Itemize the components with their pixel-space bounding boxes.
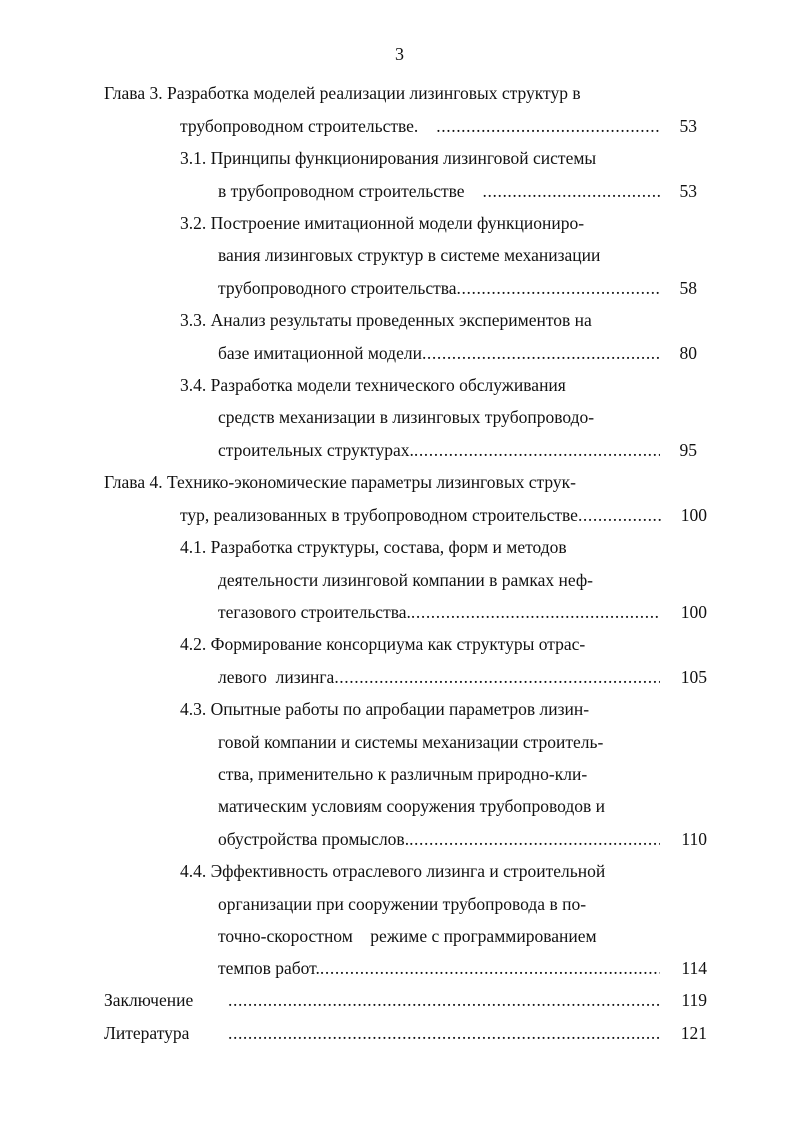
section-3-1-line-2 [218,179,660,203]
chapter-3-page: 53 [679,116,697,136]
literature-page: 121 [680,1023,707,1043]
section-4-4-line-3: точно-скоростном режиме с программированием [218,926,597,946]
dot-leader [228,988,660,1012]
section-4-2-line-2 [218,665,660,689]
section-3-1-line-1: 3.1. Принципы функционирования лизинговой системы [180,148,597,168]
literature-label: Литература [104,1023,190,1043]
dot-leader [228,1021,660,1045]
dot-leader [578,503,662,527]
dot-leader [320,956,660,980]
section-3-4-line-1: 3.4. Разработка модели технического обслуживания [180,375,566,395]
dot-leader [414,438,660,462]
literature-leader [228,1021,660,1045]
section-3-1-text: в трубопроводном строительстве [218,181,465,201]
section-3-2-line-1: 3.2. Построение имитационной модели функциониро- [180,213,585,233]
dot-leader [483,179,660,203]
section-4-1-page: 100 [680,602,707,622]
dot-leader [457,276,660,300]
chapter-4-title-text: тур, реализованных в трубопроводном строительстве [180,505,578,525]
chapter-4-page: 100 [680,505,707,525]
section-4-3-line-5 [218,827,660,851]
section-4-1-line-3 [218,600,660,624]
section-3-4-line-3 [218,438,660,462]
section-3-3-text: базе имитационной модели [218,343,422,363]
section-4-3-line-3: ства, применительно к различным природно-кли- [218,764,588,784]
section-3-4-page: 95 [679,440,697,460]
dot-leader [422,341,660,365]
section-4-3-text: обустройства промыслов. [218,829,410,849]
chapter-3-title-text: трубопроводном строительстве. [180,116,419,136]
conclusion-page: 119 [681,990,707,1010]
section-3-1-page: 53 [679,181,697,201]
dot-leader [411,600,660,624]
section-4-4-text: темпов работ. [218,958,320,978]
section-4-3-page: 110 [681,829,707,849]
section-4-4-page: 114 [681,958,707,978]
section-4-1-line-2: деятельности лизинговой компании в рамках неф- [218,570,594,590]
section-4-1-text: тегазового строительства. [218,602,411,622]
section-3-2-line-3 [218,276,660,300]
section-4-3-line-4: матическим условиям сооружения трубопроводов и [218,796,606,816]
dot-leader [334,665,660,689]
section-4-4-line-2: организации при сооружении трубопровода в по- [218,894,587,914]
section-3-4-line-2: средств механизации в лизинговых трубопроводо- [218,407,595,427]
section-4-2-text: левого лизинга [218,667,335,687]
section-3-3-line-2 [218,341,660,365]
dot-leader [409,827,660,851]
conclusion-leader [228,988,660,1012]
section-4-3-line-2: говой компании и системы механизации строитель- [218,732,604,752]
section-3-2-line-2: вания лизинговых структур в системе механизации [218,245,601,265]
chapter-4-title-line-1: Глава 4. Технико-экономические параметры лизинговых струк- [104,472,576,492]
section-4-1-line-1: 4.1. Разработка структуры, состава, форм и методов [180,537,567,557]
section-3-4-text: строительных структурах. [218,440,414,460]
section-3-2-text: трубопроводного строительства [218,278,457,298]
section-4-2-line-1: 4.2. Формирование консорциума как структуры отрас- [180,634,586,654]
conclusion-label: Заключение [104,990,194,1010]
chapter-3-title-line-2 [180,114,660,138]
page-number: 3 [395,44,404,64]
section-3-3-line-1: 3.3. Анализ результаты проведенных экспериментов на [180,310,592,330]
section-4-3-line-1: 4.3. Опытные работы по апробации параметров лизин- [180,699,590,719]
dot-leader [436,114,660,138]
section-4-4-line-4 [218,956,660,980]
chapter-3-title-line-1: Глава 3. Разработка моделей реализации лизинговых структур в [104,83,581,103]
section-4-4-line-1: 4.4. Эффективность отраслевого лизинга и строительной [180,861,606,881]
chapter-4-title-line-2 [180,503,662,527]
section-3-3-page: 80 [679,343,697,363]
section-4-2-page: 105 [680,667,707,687]
section-3-2-page: 58 [679,278,697,298]
